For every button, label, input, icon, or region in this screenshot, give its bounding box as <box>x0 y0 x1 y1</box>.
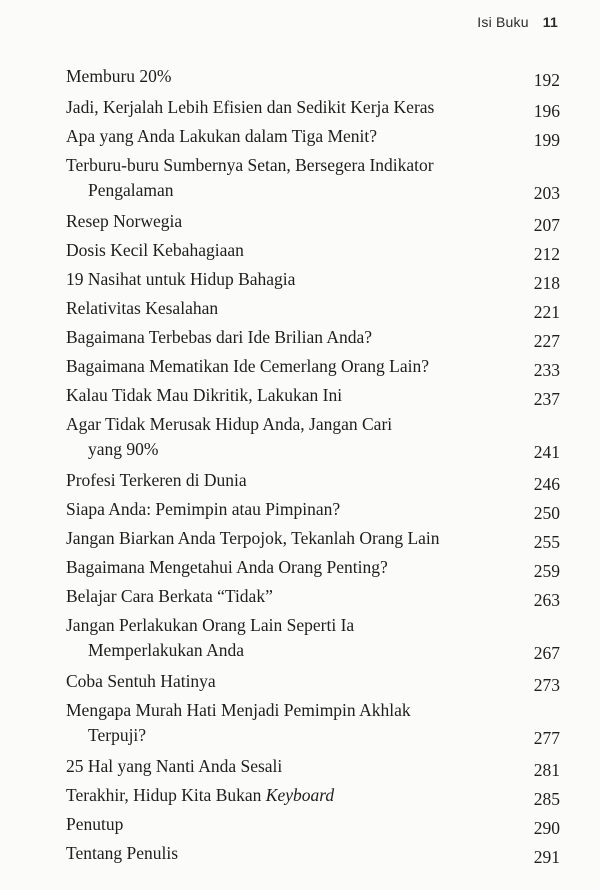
toc-entry-title-line: 25 Hal yang Nanti Anda Sesali <box>66 756 283 776</box>
toc-entry-title <box>66 64 560 89</box>
toc-entry-page: 277 <box>533 728 560 748</box>
toc-entry-title <box>66 412 560 462</box>
toc-entry-title <box>66 526 560 551</box>
toc-entry <box>66 754 560 779</box>
toc-entry-page: 285 <box>533 789 560 809</box>
toc-entry-title-line: yang 90% <box>88 439 159 459</box>
toc-entry <box>66 497 560 522</box>
toc-entry-page: 218 <box>533 273 560 293</box>
page-number: 11 <box>542 14 558 30</box>
section-title: Isi Buku <box>477 14 529 30</box>
toc-entry <box>66 783 560 808</box>
toc-entry-title <box>66 497 560 522</box>
toc-entry-title-line: Tentang Penulis <box>66 843 179 863</box>
toc-entry-title-line: Siapa Anda: Pemimpin atau Pimpinan? <box>66 499 341 519</box>
toc-entry <box>66 383 560 408</box>
toc-entry-page: 196 <box>533 101 560 121</box>
toc-entry-title <box>66 584 560 609</box>
toc-entry-title-line <box>66 783 490 808</box>
toc-entry-title-line: Relativitas Kesalahan <box>66 298 219 318</box>
toc-entry-title <box>66 613 560 663</box>
toc-entry-title <box>66 812 560 837</box>
toc-entry-title-italic: Keyboard <box>265 785 335 805</box>
toc-entry-title-line: Apa yang Anda Lakukan dalam Tiga Menit? <box>66 126 378 146</box>
toc-entry <box>66 296 560 321</box>
toc-entry <box>66 325 560 350</box>
toc-entry-page: 267 <box>533 643 560 663</box>
toc-entry <box>66 412 560 462</box>
toc-entry-page: 203 <box>533 183 560 203</box>
toc-entry <box>66 64 560 89</box>
toc-entry <box>66 468 560 493</box>
toc-entry-title <box>66 698 560 748</box>
toc-entry-title <box>66 354 560 379</box>
toc-entry-page: 291 <box>533 847 560 867</box>
toc-entry-page: 259 <box>533 561 560 581</box>
toc-entry <box>66 526 560 551</box>
toc-entry-title-line: Penutup <box>66 814 124 834</box>
toc-entry-title-line: Belajar Cara Berkata “Tidak” <box>66 586 273 606</box>
toc-entry <box>66 209 560 234</box>
toc-entry-title-line: Profesi Terkeren di Dunia <box>66 470 247 490</box>
toc-entry-title-line: Memperlakukan Anda <box>88 640 244 660</box>
toc-entry-title-line: Pengalaman <box>88 180 174 200</box>
toc-entry-title <box>66 325 560 350</box>
toc-entry <box>66 841 560 866</box>
toc-entry-title-line: Jangan Perlakukan Orang Lain Seperti Ia <box>66 615 355 635</box>
toc-entry-title-line: Kalau Tidak Mau Dikritik, Lakukan Ini <box>66 385 343 405</box>
toc-entry-title-line: Terburu-buru Sumbernya Setan, Bersegera Indikator <box>66 155 434 175</box>
toc-entry <box>66 124 560 149</box>
toc-entry <box>66 153 560 203</box>
toc-entry-page: 237 <box>533 389 560 409</box>
toc-entry-page: 246 <box>533 474 560 494</box>
toc-entry-page: 207 <box>533 215 560 235</box>
toc-entry-page: 250 <box>533 503 560 523</box>
toc-entry-page: 199 <box>533 130 560 150</box>
toc-entry-page: 192 <box>533 70 560 90</box>
toc-entry-title <box>66 209 560 234</box>
toc-entry-page: 273 <box>533 675 560 695</box>
toc-entry-title-line: Bagaimana Mengetahui Anda Orang Penting? <box>66 557 388 577</box>
toc-entry-page: 233 <box>533 360 560 380</box>
toc-entry-title-line: Terpuji? <box>88 725 147 745</box>
toc-entry <box>66 584 560 609</box>
toc-entry-title <box>66 754 560 779</box>
toc-entry-title-line: Jadi, Kerjalah Lebih Efisien dan Sedikit Kerja Keras <box>66 97 435 117</box>
toc-entry-page: 212 <box>533 244 560 264</box>
toc-entry-page: 281 <box>533 760 560 780</box>
toc-entry-title <box>66 296 560 321</box>
toc-entry-page: 227 <box>533 331 560 351</box>
toc-entry <box>66 698 560 748</box>
toc-entry <box>66 555 560 580</box>
toc-entry-title <box>66 95 560 120</box>
toc-entry-page: 255 <box>533 532 560 552</box>
toc-entry-page: 241 <box>533 442 560 462</box>
toc-entry-page: 263 <box>533 590 560 610</box>
toc-entry-title-text: Terakhir, Hidup Kita Bukan <box>66 785 266 805</box>
toc-entry-title-line: Bagaimana Terbebas dari Ide Brilian Anda? <box>66 327 373 347</box>
toc-entry-title <box>66 124 560 149</box>
toc-entry-title <box>66 669 560 694</box>
toc-entry-title-line: Mengapa Murah Hati Menjadi Pemimpin Akhlak <box>66 700 411 720</box>
toc-entry-page: 221 <box>533 302 560 322</box>
toc-entry <box>66 267 560 292</box>
toc-entry-title <box>66 267 560 292</box>
table-of-contents <box>66 60 560 866</box>
toc-entry-title-line: Jangan Biarkan Anda Terpojok, Tekanlah Orang Lain <box>66 528 440 548</box>
toc-entry-title-line: Resep Norwegia <box>66 211 183 231</box>
toc-entry-title-line: Bagaimana Mematikan Ide Cemerlang Orang Lain? <box>66 356 429 376</box>
toc-entry <box>66 238 560 263</box>
toc-entry-title <box>66 783 560 808</box>
toc-entry-title-line: Agar Tidak Merusak Hidup Anda, Jangan Cari <box>66 414 393 434</box>
toc-entry <box>66 812 560 837</box>
toc-entry-title <box>66 468 560 493</box>
running-head <box>477 14 558 30</box>
toc-entry-title <box>66 238 560 263</box>
toc-entry-title-line: Memburu 20% <box>66 66 172 86</box>
toc-entry <box>66 669 560 694</box>
toc-entry-page: 290 <box>533 818 560 838</box>
toc-entry <box>66 354 560 379</box>
toc-entry <box>66 95 560 120</box>
toc-entry <box>66 613 560 663</box>
toc-entry-title <box>66 153 560 203</box>
toc-entry-title <box>66 841 560 866</box>
toc-entry-title-line: 19 Nasihat untuk Hidup Bahagia <box>66 269 296 289</box>
toc-entry-title <box>66 383 560 408</box>
toc-entry-title <box>66 555 560 580</box>
toc-entry-title-line: Dosis Kecil Kebahagiaan <box>66 240 244 260</box>
toc-entry-title-line: Coba Sentuh Hatinya <box>66 671 216 691</box>
